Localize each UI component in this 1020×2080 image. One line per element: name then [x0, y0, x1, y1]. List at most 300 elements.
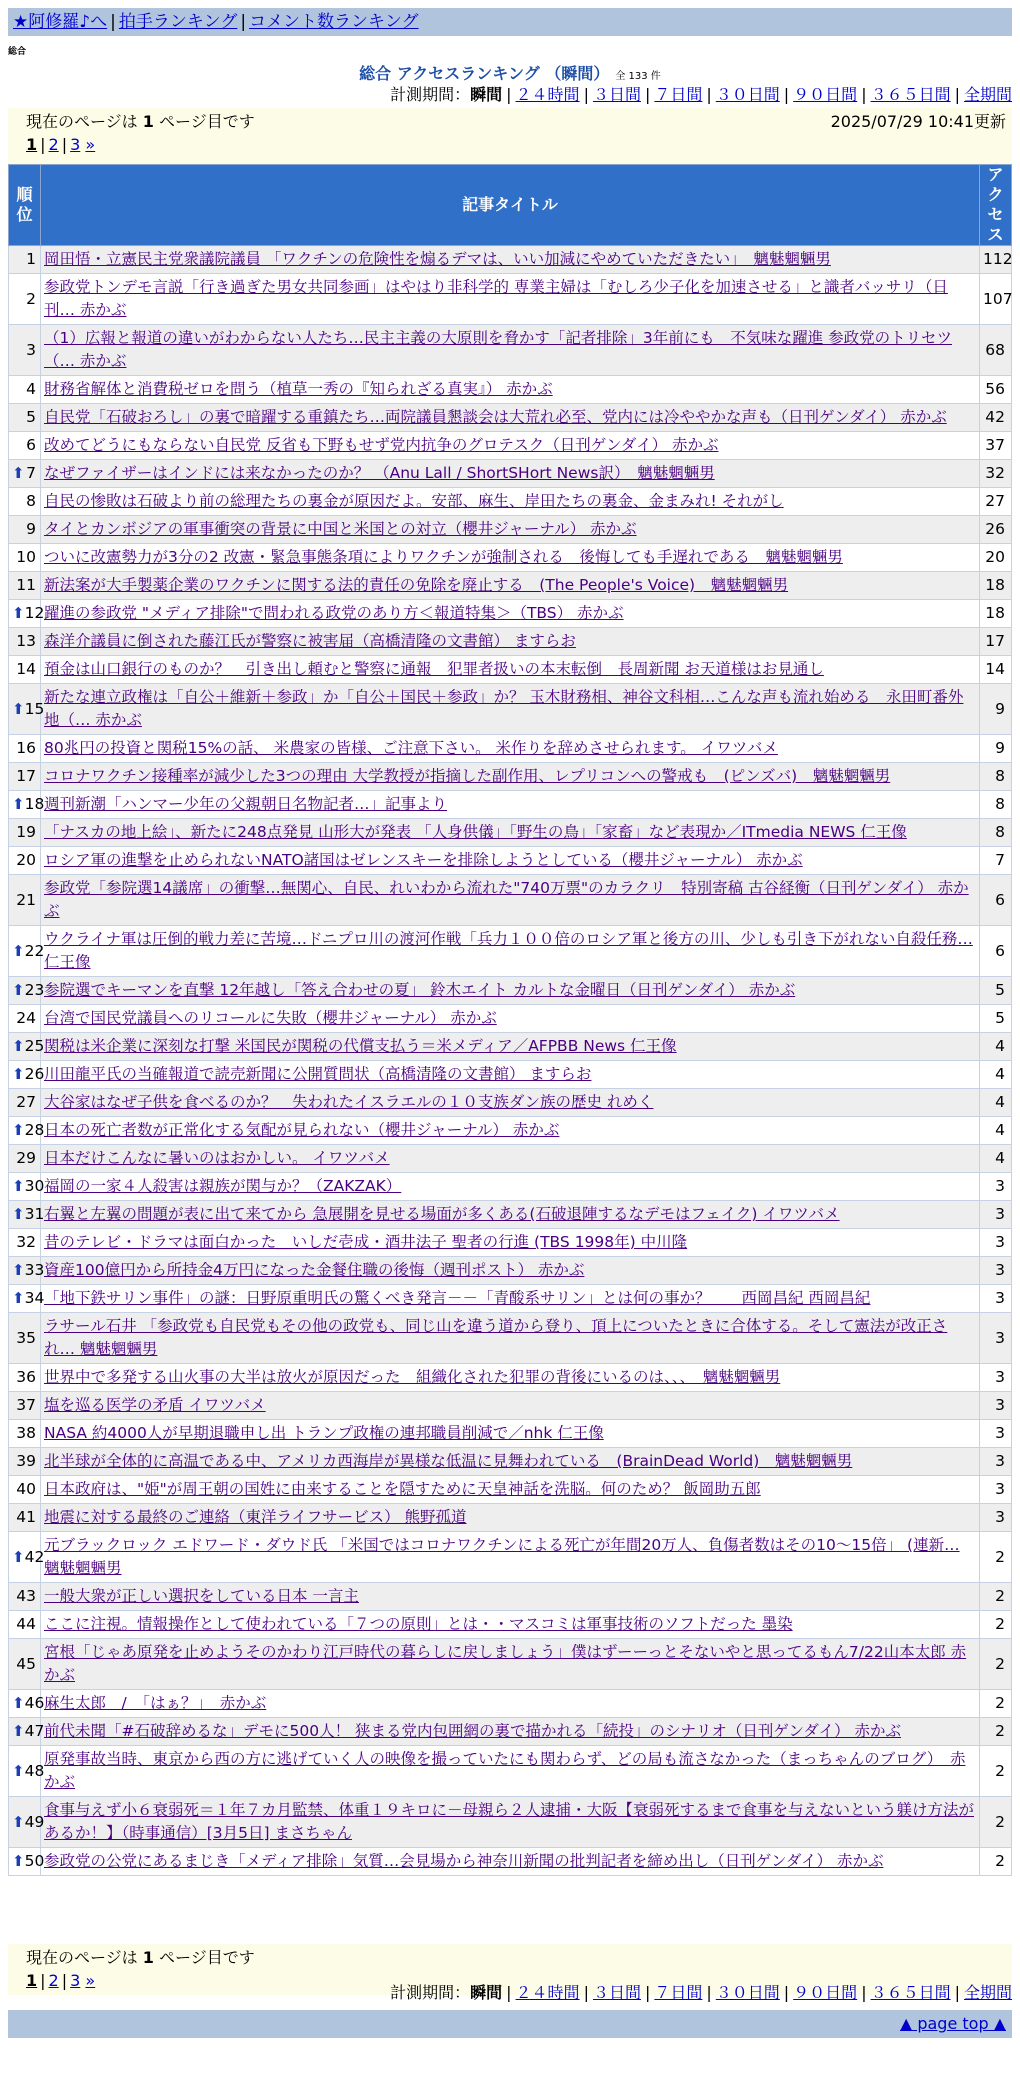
- title-cell: [41, 1285, 980, 1313]
- rank-cell: [9, 1690, 45, 1718]
- article-title-link[interactable]: 預金は山口銀行のものか？ 引き出し頼むと警察に通報 犯罪者扱いの本末転倒 長周新聞 お天道様はお見通し: [44, 660, 824, 678]
- table-row: [9, 1364, 1012, 1392]
- access-count: 56: [980, 376, 1012, 404]
- table-row: [9, 274, 1012, 325]
- rank-up-arrow-icon: ⬆: [12, 699, 25, 718]
- rank-cell: [9, 791, 45, 819]
- pager-page-bottom-0[interactable]: 2: [48, 1971, 59, 1990]
- access-count: 4: [980, 1089, 1012, 1117]
- article-title-link[interactable]: 森洋介議員に倒された藤江氏が警察に被害届（高橋清隆の文書館） ますらお: [44, 632, 576, 650]
- separator: |: [583, 85, 589, 104]
- period-option-bottom-5[interactable]: ３６５日間: [870, 1983, 951, 2002]
- home-link[interactable]: ★阿修羅♪へ: [13, 12, 108, 32]
- rank-cell: [9, 926, 45, 977]
- separator: |: [954, 1983, 960, 2002]
- page-top-link[interactable]: ▲ page top ▲: [899, 2014, 1006, 2033]
- period-option-bottom-1[interactable]: ３日間: [592, 1983, 641, 2002]
- rank-cell: [9, 488, 41, 516]
- rank-cell: [9, 1257, 45, 1285]
- rank-cell: [9, 735, 41, 763]
- period-option-top-1[interactable]: ３日間: [592, 85, 641, 104]
- period-option-bottom-0[interactable]: ２４時間: [515, 1983, 580, 2002]
- rank-number: 11: [16, 576, 36, 594]
- article-title-link[interactable]: 日本の死亡者数が正常化する気配が見られない（櫻井ジャーナル） 赤かぶ: [44, 1121, 560, 1139]
- table-row: [9, 1797, 1012, 1848]
- article-title-link[interactable]: NASA 約4000人が早期退職申し出 トランプ政権の連邦職員削減で／nhk 仁王像: [44, 1424, 604, 1442]
- period-current: 瞬間: [470, 85, 503, 104]
- article-title-link[interactable]: 昔のテレビ・ドラマは面白かった＿いしだ壱成・酒井法子 聖者の行進 (TBS 1998年) 中川隆: [44, 1233, 688, 1251]
- pager-page-bottom-1[interactable]: 3: [70, 1971, 81, 1990]
- rank-number: 15: [24, 699, 45, 718]
- separator: |: [61, 1971, 68, 1990]
- rank-up-arrow-icon: ⬆: [12, 1261, 25, 1279]
- rank-up-arrow-icon: ⬆: [12, 1694, 25, 1712]
- article-title-link[interactable]: 右翼と左翼の問題が表に出て来てから 急展開を見せる場面が多くある(石破退陣するなデモはフェイク) イワツバメ: [44, 1205, 840, 1223]
- rank-cell: [9, 1611, 41, 1639]
- article-title-link[interactable]: ラサール石井 「参政党も自民党もその他の政党も、同じ山を違う道から登り、頂上についたときに合体する。そして憲法が改正され… 魑魅魍魎男: [44, 1317, 948, 1358]
- article-title-link[interactable]: 麻生太郎 / 「はぁ？」 赤かぶ: [44, 1694, 267, 1712]
- rank-number: 2: [26, 289, 36, 308]
- rank-cell: [9, 572, 41, 600]
- separator: |: [783, 1983, 790, 2002]
- access-count: 37: [980, 432, 1012, 460]
- table-row: [9, 376, 1012, 404]
- rank-cell: [9, 1229, 41, 1257]
- access-count: 68: [980, 325, 1012, 376]
- article-title-link[interactable]: 一般大衆が正しい選択をしている日本 一言主: [44, 1587, 359, 1605]
- article-title-link[interactable]: タイとカンボジアの軍事衝突の背景に中国と米国との対立（櫻井ジャーナル） 赤かぶ: [44, 520, 637, 538]
- access-count: 14: [980, 656, 1012, 684]
- rank-cell: [9, 763, 41, 791]
- table-row: [9, 1639, 1012, 1690]
- rank-number: 17: [16, 767, 36, 785]
- access-count: 27: [980, 488, 1012, 516]
- pager-next-bottom[interactable]: »: [85, 1971, 96, 1990]
- rank-number: 46: [24, 1694, 45, 1712]
- rank-cell: [9, 404, 41, 432]
- article-title-link[interactable]: 参政党の公党にあるまじき「メディア排除」気質…会見場から神奈川新聞の批判記者を締め出し（日刊ゲンダイ） 赤かぶ: [44, 1852, 884, 1870]
- rank-cell: [9, 1746, 45, 1797]
- table-row: [9, 600, 1012, 628]
- title-cell: [41, 1718, 980, 1746]
- rank-cell: [9, 376, 41, 404]
- article-title-link[interactable]: コロナワクチン接種率が減少した3つの理由 大学教授が指摘した副作用、レプリコンへの警戒も (ピンズバ) 魑魅魍魎男: [44, 767, 891, 785]
- pager-next-top[interactable]: »: [85, 135, 96, 154]
- access-count: 18: [980, 600, 1012, 628]
- rank-cell: [9, 1173, 45, 1201]
- rank-number: 14: [16, 660, 36, 678]
- title-cell: [41, 460, 980, 488]
- rank-number: 16: [16, 739, 36, 757]
- rank-cell: [9, 1089, 41, 1117]
- article-title-link[interactable]: 「ナスカの地上絵」、新たに248点発見 山形大が発表 「人身供儀」「野生の鳥」「家畜」など表現か／ITmedia NEWS 仁王像: [44, 823, 907, 841]
- access-count: 3: [980, 1229, 1012, 1257]
- separator: |: [40, 1971, 46, 1990]
- article-title-link[interactable]: 日本政府は、"姫"が周王朝の国姓に由来することを隠すために天皇神話を洗脳。何のため？ 飯岡助五郎: [44, 1480, 761, 1498]
- period-option-top-3[interactable]: ３０日間: [715, 85, 780, 104]
- article-title-link[interactable]: ここに注視。情報操作として使われている「７つの原則」とは・・マスコミは軍事技術のソフトだった 墨染: [44, 1615, 793, 1633]
- access-count: 2: [980, 1690, 1012, 1718]
- access-count: 8: [980, 763, 1012, 791]
- table-row: [9, 1285, 1012, 1313]
- rank-number: 48: [24, 1761, 45, 1780]
- period-option-top-2[interactable]: ７日間: [654, 85, 703, 104]
- table-row: [9, 1229, 1012, 1257]
- access-count: 2: [980, 1797, 1012, 1848]
- rank-cell: [9, 246, 41, 274]
- period-option-top-5[interactable]: ３６５日間: [870, 85, 951, 104]
- access-count: 3: [980, 1285, 1012, 1313]
- title-cell: [41, 628, 980, 656]
- table-row: [9, 763, 1012, 791]
- access-count: 6: [980, 926, 1012, 977]
- access-count: 5: [980, 977, 1012, 1005]
- table-row: [9, 516, 1012, 544]
- access-count: 4: [980, 1145, 1012, 1173]
- rank-number: 8: [26, 492, 36, 510]
- rank-cell: [9, 274, 41, 325]
- title-cell: [41, 572, 980, 600]
- period-option-top-0[interactable]: ２４時間: [515, 85, 580, 104]
- table-row: [9, 819, 1012, 847]
- access-count: 8: [980, 819, 1012, 847]
- rank-number: 50: [24, 1852, 45, 1870]
- rank-cell: [9, 1005, 41, 1033]
- title-cell: [41, 1145, 980, 1173]
- title-cell: [41, 1173, 980, 1201]
- rank-cell: [9, 460, 41, 488]
- article-title-link[interactable]: 北半球が全体的に高温である中、アメリカ西海岸が異様な低温に見舞われている (BrainDead World) 魑魅魍魎男: [44, 1452, 853, 1470]
- rank-cell: [9, 1033, 45, 1061]
- rank-number: 7: [26, 464, 36, 482]
- table-header-row: [9, 165, 1012, 246]
- rank-up-arrow-icon: ⬆: [12, 1121, 25, 1139]
- rank-number: 13: [16, 632, 36, 650]
- title-cell: [41, 376, 980, 404]
- access-count: 17: [980, 628, 1012, 656]
- title-cell: [41, 488, 980, 516]
- title-cell: [41, 1476, 980, 1504]
- rank-number: 4: [26, 380, 36, 398]
- article-title-link[interactable]: 自民の惨敗は石破より前の総理たちの裏金が原因だよ。安部、麻生、岸田たちの裏金、金まみれ! それがし: [44, 492, 784, 510]
- access-count: 6: [980, 875, 1012, 926]
- title-cell: [41, 1201, 980, 1229]
- article-title-link[interactable]: 原発事故当時、東京から西の方に逃げていく人の映像を撮っていたにも関わらず、どの局も流さなかった（まっちゃんのブログ） 赤かぶ: [44, 1750, 966, 1791]
- period-option-top-6[interactable]: 全期間: [963, 85, 1012, 104]
- rank-number: 9: [26, 520, 36, 538]
- separator: |: [706, 1983, 712, 2002]
- article-title-link[interactable]: 関税は米企業に深刻な打撃 米国民が関税の代償支払う＝米メディア／AFPBB News 仁王像: [44, 1037, 677, 1055]
- pager-current-top: 1: [26, 135, 38, 154]
- access-count: 3: [980, 1392, 1012, 1420]
- article-title-link[interactable]: 前代未聞「#石破辞めるな」デモに500人！ 狭まる党内包囲網の裏で描かれる「続投」のシナリオ（日刊ゲンダイ） 赤かぶ: [44, 1722, 902, 1740]
- table-row: [9, 1392, 1012, 1420]
- rank-cell: [9, 1364, 41, 1392]
- page-indicator-bottom: 現在のページは 1 ページ目です: [26, 1948, 255, 1967]
- category-label: 総合: [8, 47, 27, 57]
- title-cell: [41, 656, 980, 684]
- pager-top: [26, 133, 994, 156]
- rank-cell: [9, 1313, 41, 1364]
- rank-number: 23: [24, 981, 45, 999]
- period-option-top-4[interactable]: ９０日間: [793, 85, 858, 104]
- access-count: 4: [980, 1117, 1012, 1145]
- access-count: 112: [980, 246, 1012, 274]
- rank-number: 36: [16, 1368, 36, 1386]
- access-count: 2: [980, 1639, 1012, 1690]
- table-row: [9, 1313, 1012, 1364]
- access-count: 2: [980, 1848, 1012, 1876]
- rank-number: 39: [16, 1452, 36, 1470]
- article-title-link[interactable]: 参政党トンデモ言説「行き過ぎた男女共同参画」はやはり非科学的 専業主婦は「むしろ少子化を加速させる」と識者バッサリ（日刊… 赤かぶ: [44, 278, 948, 319]
- title-cell: [41, 1033, 980, 1061]
- rank-number: 18: [24, 795, 45, 813]
- table-row: [9, 1061, 1012, 1089]
- table-row: [9, 1033, 1012, 1061]
- rank-number: 38: [16, 1424, 36, 1442]
- pager-page-top-1[interactable]: 3: [70, 135, 81, 154]
- title-cell: [41, 847, 980, 875]
- period-option-bottom-2[interactable]: ７日間: [654, 1983, 703, 2002]
- access-count: 8: [980, 791, 1012, 819]
- title-cell: [41, 1313, 980, 1364]
- article-title-link[interactable]: 改めてどうにもならない自民党 反省も下野もせず党内抗争のグロテスク（日刊ゲンダイ） 赤かぶ: [44, 436, 719, 454]
- rank-up-arrow-icon: ⬆: [12, 1037, 25, 1055]
- table-row: [9, 325, 1012, 376]
- period-option-bottom-4[interactable]: ９０日間: [793, 1983, 858, 2002]
- article-title-link[interactable]: 自民党「石破おろし」の裏で暗躍する重鎮たち…両院議員懇談会は大荒れ必至、党内には冷ややかな声も（日刊ゲンダイ） 赤かぶ: [44, 408, 947, 426]
- title-cell: [41, 977, 980, 1005]
- header-rank: 順位: [9, 165, 41, 246]
- rank-number: 33: [24, 1261, 45, 1279]
- table-row: [9, 875, 1012, 926]
- separator: |: [861, 1983, 867, 2002]
- access-count: 2: [980, 1532, 1012, 1583]
- rank-cell: [9, 325, 41, 376]
- rank-number: 31: [24, 1205, 45, 1223]
- rank-cell: [9, 1639, 41, 1690]
- pager-page-top-0[interactable]: 2: [48, 135, 59, 154]
- rank-cell: [9, 1718, 45, 1746]
- table-row: [9, 1583, 1012, 1611]
- rank-number: 45: [16, 1654, 36, 1673]
- rank-cell: [9, 1285, 45, 1313]
- access-count: 4: [980, 1033, 1012, 1061]
- page-title-text: 総合 アクセスランキング （瞬間）: [359, 64, 610, 83]
- rank-number: 49: [24, 1812, 45, 1831]
- table-row: [9, 1476, 1012, 1504]
- rank-cell: [9, 516, 41, 544]
- article-title-link[interactable]: （1）広報と報道の違いがわからない人たち…民主主義の大原則を脅かす「記者排除」3年前にも 不気味な躍進 参政党のトリセツ（… 赤かぶ: [44, 329, 952, 370]
- rank-up-arrow-icon: ⬆: [12, 464, 25, 482]
- article-title-link[interactable]: 80兆円の投資と関税15%の話、 米農家の皆様、ご注意下さい。 米作りを辞めさせられます。 イワツバメ: [44, 739, 778, 757]
- table-row: [9, 1690, 1012, 1718]
- top-nav-bar: ★阿修羅♪へ | 拍手ランキング | コメント数ランキング: [8, 8, 1012, 36]
- period-option-bottom-6[interactable]: 全期間: [963, 1983, 1012, 2002]
- title-cell: [41, 1583, 980, 1611]
- rank-number: 10: [16, 548, 36, 566]
- separator: |: [61, 135, 68, 154]
- article-title-link[interactable]: 川田龍平氏の当確報道で読売新聞に公開質問状（高橋清隆の文書館） ますらお: [44, 1065, 592, 1083]
- access-count: 20: [980, 544, 1012, 572]
- rank-number: 35: [16, 1328, 36, 1347]
- rank-cell: [9, 1532, 45, 1583]
- rank-number: 24: [16, 1009, 36, 1027]
- article-title-link[interactable]: 週刊新潮「ハンマー少年の父親朝日名物記者…」記事より: [44, 795, 448, 813]
- title-cell: [41, 516, 980, 544]
- rank-up-arrow-icon: ⬆: [12, 1761, 25, 1780]
- rank-number: 34: [24, 1289, 45, 1307]
- access-count: 3: [980, 1420, 1012, 1448]
- rank-cell: [9, 1583, 41, 1611]
- rank-cell: [9, 1117, 45, 1145]
- article-title-link[interactable]: 日本だけこんなに暑いのはおかしい。 イワツバメ: [44, 1149, 390, 1167]
- table-row: [9, 1718, 1012, 1746]
- rank-up-arrow-icon: ⬆: [12, 1065, 25, 1083]
- access-count: 5: [980, 1005, 1012, 1033]
- article-title-link[interactable]: 世界中で多発する山火事の大半は放火が原因だった 組織化された犯罪の背後にいるのは、、、 魑魅魍魎男: [44, 1368, 781, 1386]
- access-count: 26: [980, 516, 1012, 544]
- article-title-link[interactable]: 参院選でキーマンを直撃 12年越し「答え合わせの夏」 鈴木エイト カルトな金曜日（日刊ゲンダイ） 赤かぶ: [44, 981, 796, 999]
- title-cell: [41, 1089, 980, 1117]
- rank-number: 25: [24, 1037, 45, 1055]
- separator: |: [506, 1983, 512, 2002]
- table-row: [9, 628, 1012, 656]
- rank-cell: [9, 656, 41, 684]
- rank-number: 37: [16, 1396, 36, 1414]
- article-title-link[interactable]: 地震に対する最終のご連絡（東洋ライフサービス） 熊野孤道: [44, 1508, 467, 1526]
- title-cell: [41, 1532, 980, 1583]
- table-row: [9, 1117, 1012, 1145]
- table-row: [9, 460, 1012, 488]
- rank-cell: [9, 432, 41, 460]
- rank-number: 20: [16, 851, 36, 869]
- table-row: [9, 977, 1012, 1005]
- title-cell: [41, 1257, 980, 1285]
- header-title: 記事タイトル: [41, 165, 980, 246]
- title-cell: [41, 600, 980, 628]
- total-count: 全 133 件: [615, 71, 661, 82]
- article-title-link[interactable]: 食事与えず小６衰弱死＝１年７カ月監禁、体重１９キロに－母親ら２人逮捕・大阪【衰弱死するまで食事を与えないという躾け方法があるか！】（時事通信）[3月5日] まさちゃん: [44, 1801, 975, 1842]
- title-cell: [41, 1639, 980, 1690]
- access-count: 3: [980, 1173, 1012, 1201]
- article-title-link[interactable]: 福岡の一家４人殺害は親族が関与か？（ZAKZAK）: [44, 1177, 402, 1195]
- article-title-link[interactable]: 新たな連立政権は「自公＋維新＋参政」か「自公＋国民＋参政」か？ 玉木財務相、神谷文科相…こんな声も流れ始める 永田町番外地（… 赤かぶ: [44, 688, 964, 729]
- table-row: [9, 1532, 1012, 1583]
- pager-current-bottom: 1: [26, 1971, 38, 1990]
- rank-cell: [9, 1848, 45, 1876]
- table-row: [9, 1005, 1012, 1033]
- rank-number: 30: [24, 1177, 45, 1195]
- article-title-link[interactable]: ウクライナ軍は圧倒的戦力差に苦境…ドニプロ川の渡河作戦「兵力１００倍のロシア軍と後方の川、少しも引き下がれない自殺任務… 仁王像: [44, 930, 973, 971]
- rank-cell: [9, 875, 41, 926]
- page-title: [0, 61, 1020, 84]
- bottom-bar: [8, 2010, 1012, 2038]
- rank-cell: [9, 1420, 41, 1448]
- separator: |: [644, 1983, 651, 2002]
- separator: |: [861, 85, 867, 104]
- article-title-link[interactable]: 元ブラックロック エドワード・ダウド氏 「米国ではコロナワクチンによる死亡が年間20万人、負傷者数はその10～15倍」 (連新… 魑魅魍魎男: [44, 1536, 960, 1577]
- table-row: [9, 488, 1012, 516]
- access-count: 3: [980, 1364, 1012, 1392]
- rank-number: 43: [16, 1587, 36, 1605]
- article-title-link[interactable]: 「地下鉄サリン事件」の謎：日野原重明氏の驚くべき発言－－「青酸系サリン」とは何の事か？ 西岡昌紀 西岡昌紀: [44, 1289, 871, 1307]
- rank-cell: [9, 1797, 45, 1848]
- comment-ranking-link[interactable]: コメント数ランキング: [249, 12, 419, 32]
- title-cell: [41, 1611, 980, 1639]
- table-row: [9, 1848, 1012, 1876]
- access-count: 3: [980, 1504, 1012, 1532]
- access-count: 2: [980, 1583, 1012, 1611]
- rank-number: 40: [16, 1480, 36, 1498]
- title-cell: [41, 1448, 980, 1476]
- page-info-top: [8, 108, 1012, 164]
- title-cell: [41, 791, 980, 819]
- article-title-link[interactable]: 躍進の参政党 "メディア排除"で問われる政党のあり方＜報道特集＞（TBS） 赤かぶ: [44, 604, 624, 622]
- table-row: [9, 847, 1012, 875]
- title-cell: [41, 763, 980, 791]
- period-option-bottom-3[interactable]: ３０日間: [715, 1983, 780, 2002]
- rank-cell: [9, 819, 41, 847]
- article-title-link[interactable]: 宮根「じゃあ原発を止めようそのかわり江戸時代の暮らしに戻しましょう」僕はずーーっとそないやと思ってるもん7/22山本太郎 赤かぶ: [44, 1643, 967, 1684]
- period-label: 計測期間：: [390, 1983, 471, 2002]
- table-row: [9, 1420, 1012, 1448]
- period-label: 計測期間：: [390, 85, 471, 104]
- rank-number: 12: [24, 604, 45, 622]
- applause-ranking-link[interactable]: 拍手ランキング: [118, 12, 238, 32]
- access-count: 7: [980, 847, 1012, 875]
- period-selector-bottom: [390, 1982, 1012, 2004]
- title-cell: [41, 875, 980, 926]
- rank-cell: [9, 847, 41, 875]
- article-title-link[interactable]: 新法案が大手製薬企業のワクチンに関する法的責任の免除を廃止する (The People's Voice) 魑魅魍魎男: [44, 576, 789, 594]
- article-title-link[interactable]: 財務省解体と消費税ゼロを問う（植草一秀の『知られざる真実』） 赤かぶ: [44, 380, 553, 398]
- access-count: 42: [980, 404, 1012, 432]
- table-row: [9, 246, 1012, 274]
- title-cell: [41, 325, 980, 376]
- article-title-link[interactable]: なぜファイザーはインドには来なかったのか？ （Anu Lall / ShortSHort News訳） 魑魅魍魎男: [44, 464, 715, 482]
- title-cell: [41, 1229, 980, 1257]
- article-title-link[interactable]: 塩を巡る医学の矛盾 イワツバメ: [44, 1396, 266, 1414]
- access-count: 32: [980, 460, 1012, 488]
- article-title-link[interactable]: 大谷家はなぜ子供を食べるのか？ 失われたイスラエルの１０支族ダン族の歴史 れめく: [44, 1093, 654, 1111]
- article-title-link[interactable]: 岡田悟・立憲民主党衆議院議員 「ワクチンの危険性を煽るデマは、いい加減にやめていただきたい」 魑魅魍魎男: [44, 250, 831, 268]
- article-title-link[interactable]: ついに改憲勢力が3分の2 改憲・緊急事態条項によりワクチンが強制される 後悔しても手遅れである 魑魅魍魎男: [44, 548, 843, 566]
- rank-number: 19: [16, 823, 36, 841]
- rank-number: 26: [24, 1065, 45, 1083]
- access-count: 3: [980, 1257, 1012, 1285]
- period-selector-top: [390, 84, 1012, 106]
- article-title-link[interactable]: 台湾で国民党議員へのリコールに失敗（櫻井ジャーナル） 赤かぶ: [44, 1009, 497, 1027]
- separator: |: [706, 85, 712, 104]
- table-row: [9, 735, 1012, 763]
- title-cell: [41, 684, 980, 735]
- title-cell: [41, 1746, 980, 1797]
- title-cell: [41, 1848, 980, 1876]
- article-title-link[interactable]: ロシア軍の進撃を止められないNATO諸国はゼレンスキーを排除しようとしている（櫻井ジャーナル） 赤かぶ: [44, 851, 803, 869]
- title-cell: [41, 246, 980, 274]
- rank-cell: [9, 684, 45, 735]
- title-cell: [41, 1005, 980, 1033]
- title-cell: [41, 544, 980, 572]
- rank-cell: [9, 1448, 41, 1476]
- article-title-link[interactable]: 参政党「参院選14議席」の衝撃…無関心、自民、れいわから流れた"740万票"のカラクリ 特別寄稿 古谷経衡（日刊ゲンダイ） 赤かぶ: [44, 879, 969, 920]
- article-title-link[interactable]: 資産100億円から所持金4万円になった金餐住職の後悔（週刊ポスト） 赤かぶ: [44, 1261, 585, 1279]
- rank-number: 5: [26, 408, 36, 426]
- rank-up-arrow-icon: ⬆: [12, 1177, 25, 1195]
- access-count: 2: [980, 1718, 1012, 1746]
- rank-number: 27: [16, 1093, 36, 1111]
